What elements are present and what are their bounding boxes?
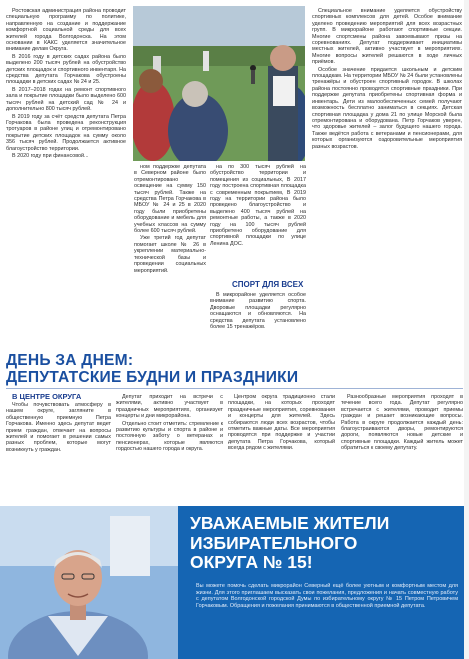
appeal-heading-line-3: ОКРУГА № 15!	[190, 552, 313, 572]
paragraph: на по 300 тысяч рублей на обустройство территории и помещения из социальных, В 2017 году построена спортивная площадка с современным покрытием, В 2019 году на территории района было проведено благоустройство и выделено 400 тысяч рублей на ремонтные работы, а также в 2020 году на 100 тысяч рублей приобретено оборудование для спортивной площадки по улице Ленина ДОС.	[210, 164, 306, 247]
article-column-3b	[210, 292, 306, 352]
appeal-text: Вы можете помочь сделать микрорайон Северный ещё более уютным и комфортным местом для жизни. Для этого приглашаем высказать свои пожелания, предложения и начать совместную работу с депутатом Волгодонской городской Думы по избирательному округу № 15 Петром Петровичем Горчаковым. Обращения и пожелания принимаются в общественной приемной депутата.	[196, 583, 458, 609]
paragraph: Депутат приходит на встречи с жителями, активно участвует в праздничных мероприятиях, организует концерты и дни микрорайона.	[116, 394, 223, 420]
paragraph: В 2020 году при финансовой...	[12, 152, 89, 159]
section-column-2	[116, 394, 223, 505]
appeal-panel	[0, 506, 469, 659]
appeal-heading-line-1: УВАЖАЕМЫЕ ЖИТЕЛИ	[190, 513, 390, 533]
deputy-portrait	[0, 506, 178, 659]
paragraph: В 2019 году за счёт средств депутата Петра Горчакова была проведена реконструкция тротуаров в районе улиц и отремонтировано покрытие детских площадок на сумму около 356 тысяч рублей. Продолжается активное благоустройство территории.	[6, 113, 126, 152]
subheading-sport: СПОРТ ДЛЯ ВСЕХ	[232, 280, 304, 289]
section-title-line-1: ДЕНЬ ЗА ДНЕМ:	[6, 352, 134, 369]
article-column-4	[312, 8, 462, 348]
paragraph: В 2017–2018 годах на ремонт спортивного зала и покрытие площадки было выделено 600 тысяч рублей на детский сад № 24 и дополнительно 800 тысяч рублей.	[6, 86, 126, 113]
photo-illustration	[133, 6, 305, 161]
article-column-3	[210, 164, 306, 284]
section-column-3	[228, 394, 335, 505]
paragraph: Отдельно стоит отметить: стремление к развитию культуры и спорта в районе и постоянную заботу о ветеранах и пенсионерах, которые являются гордостью нашего города и округа.	[116, 420, 223, 453]
appeal-heading	[190, 514, 460, 573]
paragraph: Специальное внимание уделяется обустройству спортивных комплексов для детей. Особое внимание уделено проведению мероприятий для всех возрастных групп. В микрорайоне работают спортивные секции. Многие спортсмены района завоевывают призы на соревнованиях. Депутат поддерживает инициативы местных жителей, активно участвует в мероприятиях. Многие вопросы жителей решаются в ходе личных приёмов.	[312, 8, 462, 66]
page-edge	[464, 0, 469, 659]
article-column-2	[134, 164, 206, 354]
section-column-4	[341, 394, 463, 505]
paragraph: Центром округа традиционно стали площадки, на которых проходят праздничные мероприятия, соревнования и концерты для жителей. Здесь собираются люди всех возрастов, чтобы отметить важные даты. Все мероприятия проводятся при поддержке и участии депутата Петра Горчакова, который всегда рядом с жителями.	[228, 394, 335, 452]
section-tag: В ЦЕНТРЕ ОКРУГА	[12, 392, 82, 401]
section-column-1	[6, 402, 111, 505]
paragraph: В микрорайоне уделяется особое внимание развитию спорта. Дворовые площадки регулярно оснащаются и обновляются. На средства депутата установлено более 15 тренажёров.	[210, 292, 306, 331]
paragraph: Чтобы почувствовать атмосферу в нашем округе, загляните в общественную приемную Петра Горчакова. Именно здесь депутат ведет прием граждан, отвечает на вопросы жителей и помогает в решении самых разных проблем, которые могут возникнуть у граждан.	[6, 402, 111, 453]
appeal-heading-line-2: ИЗБИРАТЕЛЬНОГО	[190, 532, 358, 553]
paragraph: Особое значение придается школьным и детским площадкам. На территории МБОУ № 24 были установлены тренажёры и обустроен спортивный городок. В школах района постоянно проводятся спортивные праздники. При поддержке депутата приобретены спортивная форма и инвентарь. Дети из малообеспеченных семей получают возможность бесплатно заниматься в секциях. Детская спортивная площадка у дома 21 по улице Морской была отремонтирована и оборудована. Петр Горчаков уверен, что здоровье жителей – залог будущего нашего города. Также ведётся работа с ветеранами и пенсионерами, для которых организуются оздоровительные мероприятия разных возрастов.	[312, 66, 462, 150]
paragraph: ном поддержке депутата в Северном районе было отремонтировано освещение на сумму 150 тысяч рублей. Также на средства Петра Горчакова в МБОУ № 24 и 25 в 2020 году были приобретены оборудование и мебель для учебных классов на сумму более 600 тысяч рублей.	[134, 164, 206, 235]
article-photo-meeting	[133, 6, 305, 161]
section-title-line-2: ДЕПУТАТСКИЕ БУДНИ И ПРАЗДНИКИ	[6, 369, 299, 386]
article-column-1	[6, 8, 126, 308]
paragraph: В 2016 году в детских садах района было выделено 200 тысяч рублей на обустройство детских площадок и спортивного инвентаря. На средства депутата Горчакова обустроены площадки в детских садах № 24 и 25.	[6, 53, 126, 86]
section-title	[6, 352, 461, 386]
divider	[6, 388, 463, 389]
paragraph: Уже третий год депутат помогает школе № 26 в укреплении материально-технической базы и проведении социальных мероприятий.	[134, 235, 206, 274]
paragraph: Разнообразные мероприятия проходят в течение всего года. Депутат регулярно встречается с жителями, проводит приемы граждан и решает возникающие вопросы. Работа в округе продолжается каждый день: благоустраиваются дворы, ремонтируются дороги, появляются новые детские и спортивные площадки. Каждый житель может обратиться к своему депутату.	[341, 394, 463, 452]
paragraph: Ростовская администрация района проводит специальную программу по политике, направленную на создание и поддержание комфортной социальной среды для всех жителей города Волгодонска. На этом основании в КАКС уделяется значительное внимание делам Округа.	[6, 8, 126, 53]
